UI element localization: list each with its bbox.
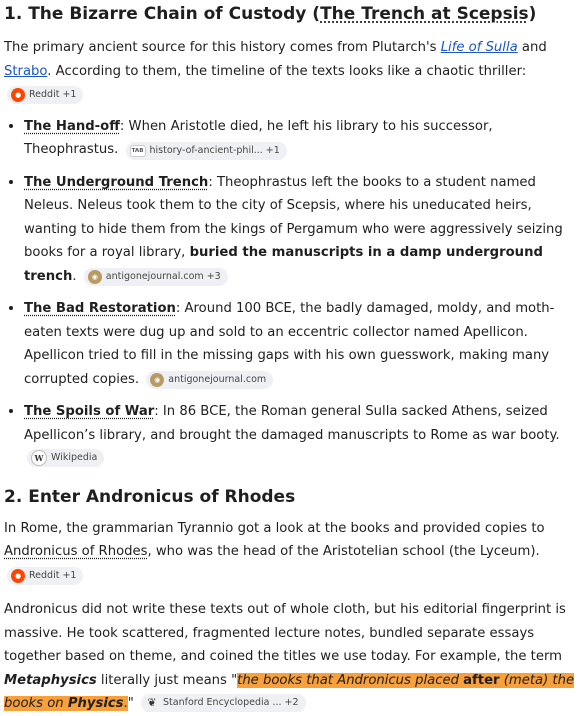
article [0, 2, 587, 711]
heading-text-end: ) [528, 4, 537, 24]
p2-text: Andronicus did not write these texts out of whole cloth, but his editorial fingerprint is massive. He took scattered, fragmented lecture notes, bundled separate essays together based on theme, and coined the titles we use today. For example, the term [4, 602, 566, 664]
p2-text-quote-open: literally just means " [96, 672, 238, 688]
intro-text: The primary ancient source for this history comes from Plutarch's [4, 40, 441, 55]
strabo-link[interactable]: Strabo [4, 63, 48, 79]
wikipedia-icon: W [31, 450, 47, 466]
tab-icon: TAB [130, 145, 146, 157]
hl-text: the books that Andronicus placed [237, 672, 464, 688]
source-chip-antigone[interactable] [146, 371, 273, 389]
source-chip-history[interactable] [126, 142, 287, 160]
reddit-icon: ● [11, 88, 25, 102]
chip-label: antigonejournal.com +3 [105, 270, 221, 282]
andronicus-paragraph-1 [4, 517, 583, 588]
trench-link[interactable]: The Trench at Scepsis [320, 4, 529, 24]
chip-label: Wikipedia [51, 452, 98, 463]
section-2-heading: 2. Enter Andronicus of Rhodes [4, 486, 296, 507]
intro-text-and: and [517, 40, 547, 55]
life-of-sulla-link[interactable]: Life of Sulla [440, 40, 518, 55]
chip-label: antigonejournal.com [168, 373, 267, 385]
source-chip-antigone[interactable] [84, 268, 228, 286]
term-underground-trench[interactable]: The Underground Trench [24, 174, 209, 190]
item-text-end: . [72, 268, 77, 284]
item-text: : In 86 BCE, the Roman general Sulla sacked Athens, seized Apellicon’s library, and brought the damaged manuscripts to Rome as war booty. [24, 404, 560, 443]
hl-bold-after: after [463, 672, 500, 688]
list-item [24, 297, 583, 391]
custody-list [4, 115, 583, 471]
p1-text: In Rome, the grammarian Tyrannio got a look at the books and provided copies to [4, 520, 545, 536]
chip-label: history-of-ancient-phil... +1 [149, 145, 280, 156]
reddit-icon: ● [11, 569, 25, 583]
list-item [24, 400, 583, 471]
p2-text-quote-close: " [127, 696, 134, 711]
list-item [24, 115, 583, 162]
andronicus-link[interactable]: Andronicus of Rhodes [4, 544, 148, 559]
term-hand-off[interactable]: The Hand-off [24, 118, 120, 134]
intro-paragraph [4, 36, 583, 107]
intro-text-rest: . According to them, the timeline of the texts looks like a chaotic thriller: [47, 63, 527, 79]
metaphysics-term: Metaphysics [4, 672, 97, 688]
term-spoils-of-war[interactable]: The Spoils of War [24, 404, 155, 419]
section-1-heading [4, 2, 583, 26]
list-item [24, 171, 583, 289]
antigone-icon: ◉ [150, 373, 164, 387]
item-bold-text: buried the manuscripts in a damp underground trench [24, 245, 543, 284]
andronicus-paragraph-2 [4, 598, 583, 716]
hl-text-2: (meta) the books on [4, 672, 575, 711]
hl-physics: Physics [67, 696, 124, 711]
source-chip-stanford[interactable] [141, 694, 306, 712]
item-text: : When Aristotle died, he left his library to his successor, Theophrastus. [24, 118, 493, 157]
source-chip-reddit[interactable] [7, 567, 83, 585]
source-chip-wikipedia[interactable] [27, 449, 104, 467]
term-bad-restoration[interactable]: The Bad Restoration [24, 301, 176, 316]
heading-text: 1. The Bizarre Chain of Custody ( [4, 4, 321, 24]
stanford-icon: ❦ [147, 696, 157, 709]
hl-end: . [123, 696, 128, 711]
antigone-icon: ◉ [88, 270, 102, 284]
chip-label: Reddit +1 [29, 89, 77, 100]
chip-label: Reddit +1 [29, 569, 77, 581]
item-text: : Around 100 BCE, the badly damaged, moldy, and moth-eaten texts were dug up and sold to an eccentric collector named Apellicon. Apellicon tried to fill in the missing gaps with his own guesswork, making many corrupted copies. [24, 301, 555, 387]
source-chip-reddit[interactable] [7, 86, 83, 104]
item-text: : Theophrastus left the books to a student named Neleus. Neleus took them to the city of Scepsis, where his uneducated heirs, wanting to hide them from the kings of Pergamum who were aggressively seizing books for a royal library, [24, 174, 563, 260]
chip-label: Stanford Encyclopedia ... +2 [163, 697, 299, 708]
p1-text-rest: , who was the head of the Aristotelian school (the Lyceum). [147, 544, 540, 559]
